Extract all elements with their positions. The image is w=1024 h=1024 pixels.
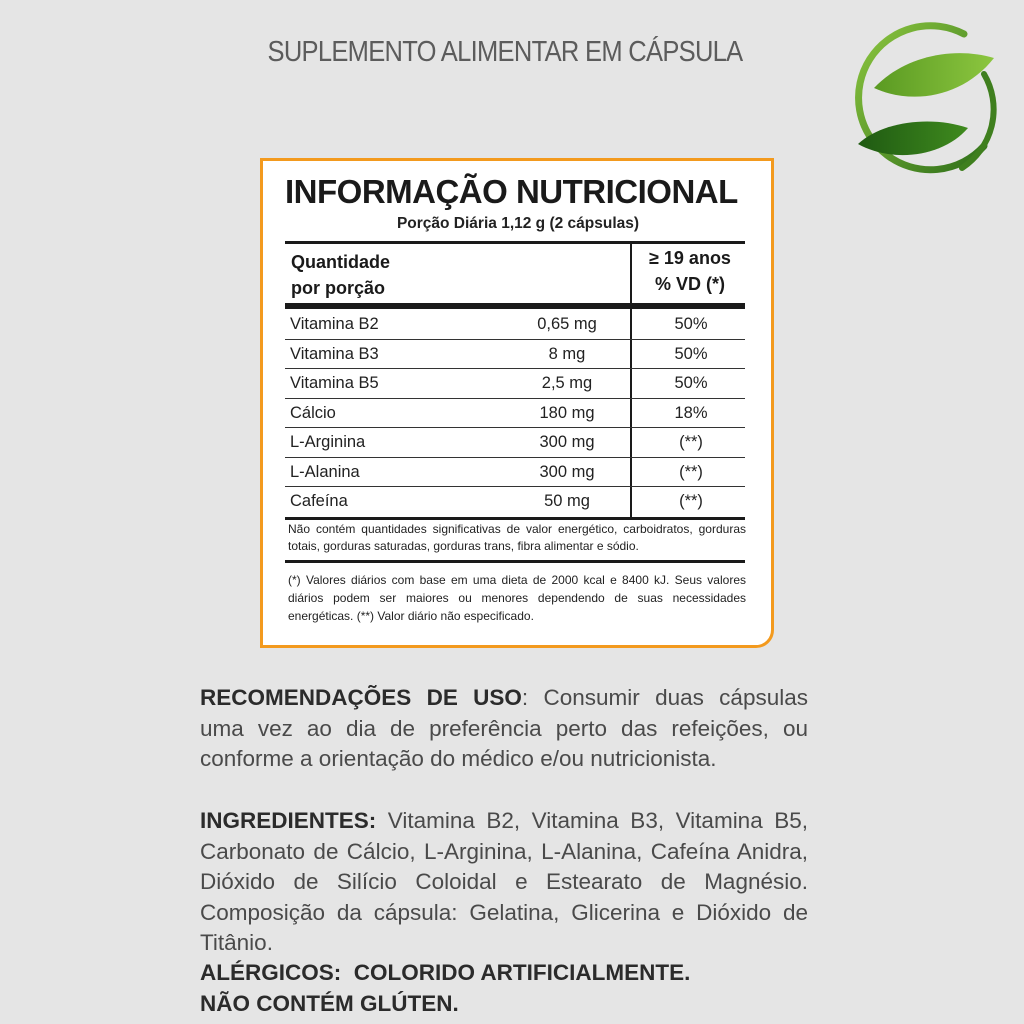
table-row (285, 428, 745, 458)
nutrient-name: Vitamina B3 (290, 344, 379, 363)
nutrient-daily-value: 50% (674, 374, 708, 392)
table-row (285, 458, 745, 488)
header-daily-value (632, 245, 748, 297)
nutrient-daily-value: 18% (674, 403, 708, 422)
table-row (285, 369, 745, 399)
nutrient-amount: 8 mg (548, 344, 586, 363)
nutrient-amount: 180 mg (539, 403, 595, 422)
usage-text: : Consumir duas cápsulas uma vez ao dia de preferência perto das refeições, ou conforme a orientação do médico e/ou nutricionista. (200, 685, 808, 771)
footnote-not-significant: Não contém quantidades significativas de valor energético, carboidratos, gorduras totais, gorduras saturadas, gorduras trans, fibra alimentar e sódio. (288, 522, 746, 553)
nutrient-amount: 0,65 mg (537, 315, 597, 333)
portion-size: Porção Diária 1,12 g (2 cápsulas) (396, 215, 640, 232)
ingredients-label: INGREDIENTES: (200, 808, 377, 833)
nutrient-daily-value: (**) (679, 462, 703, 481)
nutrition-facts-panel (260, 158, 774, 648)
allergens-line: ALÉRGICOS: COLORIDO ARTIFICIALMENTE. (200, 960, 691, 985)
nutrient-name: Vitamina B2 (290, 315, 379, 333)
table-row (285, 487, 745, 517)
nutrient-amount: 2,5 mg (541, 374, 593, 392)
rule-top (285, 241, 745, 244)
nutrient-name: Vitamina B5 (290, 374, 379, 392)
header-quantity (291, 249, 390, 301)
header-daily-value-line2: % VD (*) (654, 274, 725, 294)
nutrient-amount: 300 mg (539, 462, 595, 481)
nutrient-amount: 50 mg (544, 492, 590, 510)
nutrient-daily-value: (**) (679, 492, 703, 510)
nutrient-amount: 300 mg (539, 433, 595, 451)
table-row (285, 340, 745, 370)
footnote-daily-values: (*) Valores diários com base em uma dieta de 2000 kcal e 8400 kJ. Seus valores diários podem ser maiores ou menores dependendo de suas necessidades energéticas. (**) Valor diário não especificado. (288, 573, 746, 623)
rule-table-bottom (285, 517, 745, 520)
header-quantity-line2: por porção (291, 278, 386, 298)
header-daily-value-line1: ≥ 19 anos (649, 248, 731, 268)
nutrient-name: Cafeína (290, 492, 348, 510)
ingredients-text: Vitamina B2, Vitamina B3, Vitamina B5, Carbonato de Cálcio, L-Arginina, L-Alanina, Cafeína Anidra, Dióxido de Silício Coloidal e Estearato de Magnésio. Composição da cápsula: Gelatina, Glicerina e Dióxido de Titânio. (200, 808, 808, 955)
header-quantity-line1: Quantidade (291, 252, 391, 272)
nutrient-daily-value: 50% (674, 344, 708, 363)
leaf-logo-icon (844, 16, 1000, 188)
rule-footnote (285, 560, 745, 563)
ingredients (200, 806, 808, 959)
nutrient-daily-value: (**) (679, 433, 703, 451)
usage-recommendations (200, 683, 808, 775)
usage-label: RECOMENDAÇÕES DE USO (200, 685, 522, 710)
nutrient-name: L-Arginina (290, 433, 366, 451)
nutrient-name: L-Alanina (290, 462, 360, 481)
nutrient-daily-value: 50% (674, 315, 708, 333)
nutrition-title: INFORMAÇÃO NUTRICIONAL (285, 173, 738, 210)
rule-header (285, 303, 745, 309)
table-row (285, 310, 745, 340)
allergens (200, 958, 690, 1019)
gluten-line: NÃO CONTÉM GLÚTEN. (200, 990, 459, 1016)
nutrient-name: Cálcio (290, 403, 336, 422)
page-title: SUPLEMENTO ALIMENTAR EM CÁPSULA (267, 36, 743, 68)
table-row (285, 399, 745, 429)
